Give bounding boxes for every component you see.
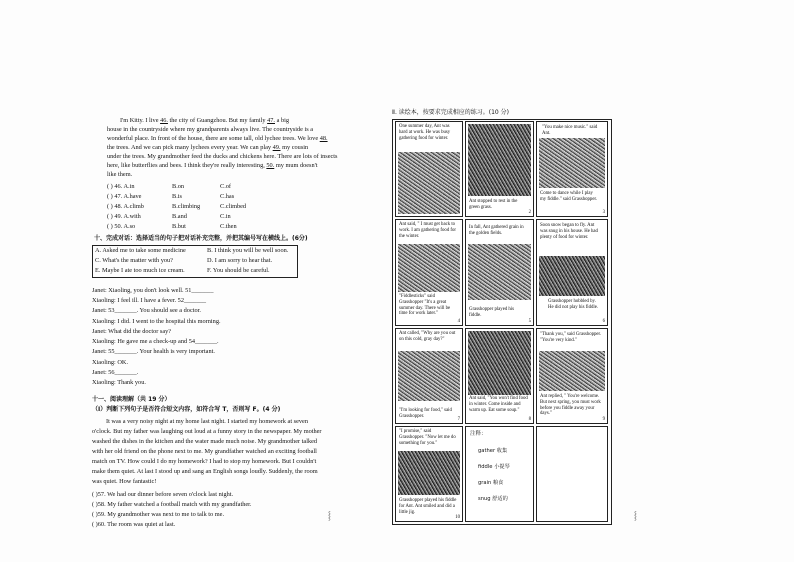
panel-number: 10	[455, 515, 460, 520]
reading-line: It was a very noisy night at my home last night. I started my homework at seven	[106, 418, 308, 425]
panel-caption: Ant called, "Why are you out on this cold, gray day?"	[398, 330, 460, 344]
comic-panel-7	[395, 328, 463, 424]
choice-48-c: C.climbed	[220, 203, 247, 210]
tf-item-57: ( )57. We had our dinner before seven o'clock last night.	[92, 491, 234, 498]
panel-caption-2: "I'm looking for food," said Grasshopper.	[398, 407, 454, 421]
panel-illustration	[539, 351, 605, 391]
panel-illustration	[539, 256, 605, 296]
tf-item-59: ( )59. My grandmother was next to me to talk to me.	[92, 511, 225, 518]
panel-number: 1	[457, 210, 460, 215]
note-item: snug 舒适的	[478, 496, 508, 502]
note-item: gather 收集	[478, 448, 508, 454]
option-d: D. I am sorry to hear that.	[207, 257, 273, 264]
picture-book-title: Ⅱ. 读绘本，按要求完成相应的练习。(10 分)	[392, 109, 509, 116]
comic-panel-2	[465, 121, 534, 217]
binding-mark: ⸾	[328, 511, 331, 520]
binding-mark: ⸾	[634, 511, 637, 520]
passage-line-7: like them.	[107, 171, 133, 178]
option-c: C. What's the matter with you?	[95, 257, 173, 264]
notes-panel	[465, 426, 534, 522]
panel-illustration	[468, 124, 531, 196]
option-e: E. Maybe I ate too much ice cream.	[95, 267, 185, 274]
passage-line-6: here, like butterflies and bees. I think they're really interesting, 50. my mum doesn't	[107, 162, 318, 169]
options-box	[92, 245, 298, 278]
choice-row-47: ( ) 47. A.have	[107, 193, 142, 200]
choice-46-c: C.of	[220, 183, 232, 190]
comic-panel-5	[465, 219, 534, 326]
dialogue-line: Xiaoling: I feel ill. I have a fever. 52_______	[92, 297, 207, 304]
panel-caption: Ant stopped to rest in the green grass.	[468, 198, 528, 212]
choice-46-b: B.on	[172, 183, 185, 190]
choice-row-49: ( ) 49. A.with	[107, 213, 141, 220]
dialogue-line: Janet: 53_______. You should see a doctor.	[92, 307, 201, 314]
reading-line: make them quiet. At last I stood up and sang an English songs loudly. Suddenly, the room	[92, 468, 318, 475]
comic-panel-9	[536, 328, 608, 424]
choice-row-46: ( ) 46. A.in	[107, 183, 135, 190]
part-1-title: （Ⅰ）判断下列句子是否符合短文内容，如符合写 T，否则写 F。(4 分)	[92, 406, 281, 413]
choice-50-c: C.then	[220, 223, 237, 230]
panel-illustration	[539, 138, 605, 188]
reading-line: washed the dishes in the kitchen and the water made much noise. My grandmother talked	[92, 438, 318, 445]
dialogue-line: Janet: 55_______. Your health is very important.	[92, 348, 215, 355]
dialogue-line: Xiaoling: Thank you.	[92, 379, 146, 386]
panel-number: 5	[528, 319, 531, 324]
dialogue-line: Janet: What did the doctor say?	[92, 328, 172, 335]
note-item: grain 粮食	[478, 480, 504, 486]
tf-item-58: ( )58. My father watched a football match with my grandfather.	[92, 501, 252, 508]
comic-panel-3	[536, 121, 608, 217]
panel-number: 2	[528, 210, 531, 215]
comic-panel-6	[536, 219, 608, 326]
panel-caption: "I promise," said Grasshopper. "Now let me do something for you."	[398, 428, 458, 447]
panel-caption-2: Come to dance while I play my fiddle." said Grasshopper.	[539, 190, 599, 204]
choice-48-b: B.climbing	[172, 203, 201, 210]
panel-caption-2: Grasshopper played his fiddle.	[468, 306, 522, 320]
panel-illustration	[468, 244, 531, 300]
option-a: A. Asked me to take some medicine	[95, 247, 186, 254]
panel-caption: One summer day, Ant was hard at work. He was busy gathering food for winter.	[398, 123, 458, 142]
choice-row-50: ( ) 50. A.so	[107, 223, 136, 230]
comic-panel-8	[465, 328, 534, 424]
choice-47-b: B.is	[172, 193, 182, 200]
passage-line-5: under the trees. My grandmother feed the ducks and chickens here. There are lots of insects	[107, 153, 338, 160]
passage-line-1: I'm Kitty. I live 46. the city of Guangzhou. But my family 47. a big	[120, 117, 289, 124]
panel-caption: "You make nice music." said Ant.	[541, 124, 603, 138]
passage-line-4: the trees. And we can pick many lychees every year. We can play 49. my cousin	[107, 144, 309, 151]
panel-caption: "Thank you," said Grasshopper. "You're very kind."	[540, 332, 602, 343]
panel-caption-2: Grasshopper played his fiddle for Ant. Ant smiled and did a little jig.	[399, 498, 457, 515]
passage-line-2: house in the countryside where my grandparents always live. The countryside is a	[107, 126, 314, 133]
panel-caption: In fall, Ant gathered grain in the golden fields.	[468, 224, 528, 238]
choice-49-b: B.and	[172, 213, 187, 220]
comic-panel-4	[395, 219, 463, 326]
panel-number: 3	[602, 210, 605, 215]
choice-50-b: B.but	[172, 223, 186, 230]
panel-caption-2: Ant replied, " You're welcome. But next spring, you must work before you fiddle away your days."	[539, 393, 605, 418]
panel-caption-2: Grasshopper hobbled by. He did not play his fiddle.	[547, 298, 603, 312]
passage-line-3: wonderful place. In front of the house, there are some tall, old lychee trees. We love 48.	[107, 135, 328, 142]
empty-panel	[536, 426, 608, 522]
panel-illustration	[398, 152, 460, 214]
panel-number: 4	[457, 319, 460, 324]
panel-number: 7	[457, 417, 460, 422]
panel-number: 8	[528, 417, 531, 422]
panel-illustration	[398, 244, 460, 292]
panel-number: 9	[602, 417, 605, 422]
tf-item-60: ( )60. The room was quiet at last.	[92, 521, 176, 528]
comic-panel-1	[395, 121, 463, 217]
panel-number: 6	[602, 319, 605, 324]
dialogue-line: Xiaoling: I did. I went to the hospital this morning.	[92, 318, 221, 325]
reading-line: o'clock. But my father was laughing out loud at a funny story in the newspaper. My mother	[92, 428, 322, 435]
section-11-title: 十一、阅读理解（共 19 分）	[92, 396, 171, 403]
panel-caption: Ant said, " I must get back to work. I am gathering food for the winter.	[398, 221, 460, 240]
choice-row-48: ( ) 48. A.climb	[107, 203, 144, 210]
panel-caption-2: "Fiddlesticks" said Grasshopper "It's a great summer day. There will be time for work later."	[398, 293, 458, 318]
dialogue-line: Xiaoling: OK.	[92, 359, 129, 366]
section-10-title: 十、完成对话：选择适当的句子把对话补充完整，并把其编号写在横线上。(6分)	[94, 235, 308, 242]
notes-title: 注释：	[470, 431, 487, 437]
dialogue-line: Xiaoling: He gave me a check-up and 54_______.	[92, 338, 219, 345]
reading-line: with her old friend on the phone next to me. My grandfather watched an exciting football	[92, 448, 317, 455]
comic-panel-10	[395, 426, 463, 522]
reading-line: match on TV. How could I do my homework? I had to stop my homework. But I couldn't	[92, 458, 317, 465]
panel-illustration	[468, 331, 531, 395]
note-item: fiddle 小提琴	[478, 464, 510, 470]
dialogue-line: Janet: Xiaoling, you don't look well. 51_______	[92, 287, 214, 294]
panel-caption: Soon snow began to fly. Ant was snug in his house. He had plenty of food for winter.	[539, 222, 603, 241]
panel-illustration	[398, 351, 460, 401]
panel-caption: Ant said, "You won't find food in winter. Come inside and warm up. Eat some soup."	[468, 395, 530, 414]
reading-line: was quiet. How fantastic!	[92, 478, 157, 485]
panel-illustration	[398, 451, 460, 495]
option-b: B. I think you will be well soon.	[207, 247, 289, 254]
choice-49-c: C.in	[220, 213, 231, 220]
choice-47-c: C.has	[220, 193, 235, 200]
option-f: F. You should be careful.	[207, 267, 270, 274]
dialogue-line: Janet: 56_______.	[92, 369, 139, 376]
